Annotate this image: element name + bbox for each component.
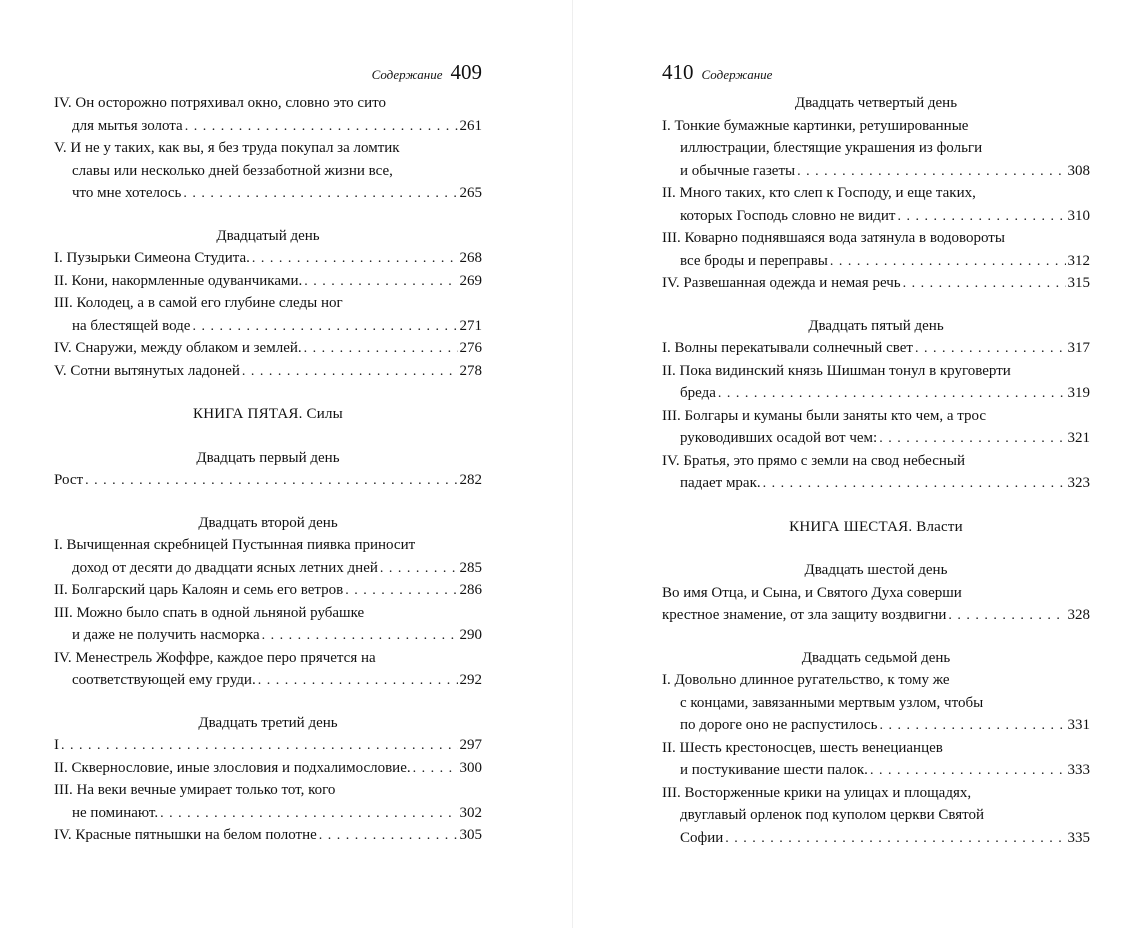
toc-entry bbox=[54, 624, 482, 647]
toc-text-line: IV. Менестрель Жоффре, каждое перо прячется на bbox=[54, 649, 376, 666]
toc-entry bbox=[54, 469, 482, 492]
toc-entry-title: соответствующей ему груди. bbox=[72, 672, 256, 688]
toc-page-number: 300 bbox=[459, 759, 482, 776]
day-heading: Двадцать третий день bbox=[198, 714, 338, 731]
toc-page-number: 328 bbox=[1067, 607, 1090, 623]
toc-page-number: 271 bbox=[459, 317, 482, 334]
toc-page-number: 292 bbox=[459, 672, 482, 688]
toc-text-line: IV. Братья, это прямо с земли на свод небесный bbox=[662, 452, 965, 469]
toc-text-line: II. Много таких, кто слеп к Господу, и еще таких, bbox=[662, 185, 976, 201]
page-gutter bbox=[572, 0, 573, 928]
toc-text-line: двуглавый орленок под куполом церкви Святой bbox=[680, 807, 985, 823]
toc-page-number: 317 bbox=[1067, 340, 1090, 356]
toc-entry bbox=[662, 382, 1090, 405]
spacer bbox=[662, 495, 1090, 516]
toc-text-line: III. Восторженные крики на улицах и площадях, bbox=[662, 784, 972, 801]
toc-page-number: 285 bbox=[459, 559, 482, 576]
day-heading: Двадцать первый день bbox=[196, 449, 340, 466]
day-heading: Двадцать седьмой день bbox=[801, 649, 951, 666]
toc-text-line: III. Колодец, а в самой его глубине следы ног bbox=[54, 295, 343, 311]
toc-entry-title: которых Господь словно не видит bbox=[680, 207, 896, 224]
dot-leader bbox=[183, 183, 457, 205]
toc-entry-title: на блестящей воде bbox=[72, 317, 191, 334]
toc-page-number: 302 bbox=[459, 804, 482, 821]
toc-page-number: 310 bbox=[1067, 207, 1090, 224]
toc-page-number: 290 bbox=[459, 627, 482, 643]
dot-leader bbox=[718, 383, 1066, 405]
page-number: 409 bbox=[450, 60, 482, 84]
dot-leader bbox=[897, 206, 1065, 228]
toc-entry bbox=[54, 579, 482, 602]
toc-entry bbox=[662, 160, 1090, 183]
toc-entry-title: IV. Развешанная одежда и немая речь bbox=[662, 275, 901, 291]
toc-text-line: II. Пока видинский князь Шишман тонул в круговерти bbox=[662, 362, 1011, 379]
right-running-head bbox=[662, 60, 1090, 92]
toc-page-number: 331 bbox=[1067, 717, 1090, 733]
dot-leader bbox=[252, 248, 458, 270]
toc-entry bbox=[54, 270, 482, 293]
toc-page-number: 286 bbox=[459, 582, 482, 598]
spacer bbox=[54, 426, 482, 447]
toc-entry-title: II. Болгарский царь Калоян и семь его ветров bbox=[54, 582, 344, 598]
dot-leader bbox=[948, 605, 1065, 627]
dot-leader bbox=[380, 558, 458, 580]
page-number: 410 bbox=[662, 60, 694, 84]
dot-leader bbox=[915, 338, 1066, 360]
dot-leader bbox=[319, 825, 458, 847]
spacer bbox=[662, 295, 1090, 315]
toc-entry-title: для мытья золота bbox=[72, 117, 183, 134]
toc-entry bbox=[662, 250, 1090, 273]
day-heading: Двадцать шестой день bbox=[804, 562, 948, 578]
toc-text-line: Во имя Отца, и Сына, и Святого Духа соверши bbox=[662, 584, 962, 601]
toc-text-line: I. Вычищенная скребницей Пустынная пиявка приносит bbox=[54, 537, 416, 553]
toc-entry-title: руководивших осадой вот чем: bbox=[680, 430, 878, 446]
toc-entry bbox=[54, 734, 482, 757]
dot-leader bbox=[345, 580, 457, 602]
toc-list-right bbox=[662, 92, 1090, 849]
toc-entry-title: II. Кони, накормленные одуванчиками. bbox=[54, 272, 303, 289]
spacer bbox=[54, 205, 482, 225]
spacer bbox=[662, 538, 1090, 559]
day-heading: Двадцать пятый день bbox=[808, 317, 944, 334]
toc-page-number: 315 bbox=[1067, 275, 1090, 291]
toc-entry-title: I. Волны перекатывали солнечный свет bbox=[662, 340, 913, 356]
spacer bbox=[54, 492, 482, 512]
dot-leader bbox=[870, 760, 1066, 782]
dot-leader bbox=[160, 803, 457, 825]
dot-leader bbox=[192, 316, 457, 338]
toc-entry-title: IV. Красные пятнышки на белом полотне bbox=[54, 827, 317, 843]
dot-leader bbox=[304, 271, 457, 293]
book-heading: КНИГА ШЕСТАЯ. Власти bbox=[789, 518, 963, 535]
toc-entry-title: не поминают. bbox=[72, 804, 159, 821]
toc-page-number: 297 bbox=[459, 737, 482, 753]
toc-entry-title: что мне хотелось bbox=[72, 185, 182, 201]
toc-entry-title: I bbox=[54, 737, 59, 753]
toc-entry-title: все броды и переправы bbox=[680, 252, 828, 269]
spacer bbox=[54, 382, 482, 403]
toc-entry bbox=[54, 757, 482, 780]
toc-text-line: с концами, завязанными мертвым узлом, чтобы bbox=[680, 694, 984, 711]
toc-page-number: 268 bbox=[459, 250, 482, 266]
dot-leader bbox=[304, 338, 458, 360]
dot-leader bbox=[725, 828, 1065, 850]
toc-entry bbox=[662, 604, 1090, 627]
toc-text-line: III. Коварно поднявшаяся вода затянула в водовороты bbox=[662, 230, 1005, 246]
dot-leader bbox=[903, 273, 1066, 295]
toc-text-line: IV. Он осторожно потряхивал окно, словно это сито bbox=[54, 95, 386, 111]
dot-leader bbox=[797, 161, 1065, 183]
toc-page-number: 276 bbox=[459, 340, 482, 356]
toc-page-number: 265 bbox=[459, 185, 482, 201]
toc-entry bbox=[54, 247, 482, 270]
running-title: Содержание bbox=[701, 67, 773, 82]
toc-text-line: III. На веки вечные умирает только тот, кого bbox=[54, 782, 336, 798]
toc-text-line: славы или несколько дней беззаботной жизни все, bbox=[72, 162, 393, 179]
toc-entry-title: падает мрак. bbox=[680, 475, 761, 491]
toc-entry-title: крестное знамение, от зла защиту воздвигни bbox=[662, 607, 947, 623]
toc-text-line: III. Можно было спать в одной льняной рубашке bbox=[54, 604, 365, 621]
toc-text-line: I. Тонкие бумажные картинки, ретушированные bbox=[662, 117, 969, 134]
toc-entry bbox=[54, 315, 482, 338]
spacer bbox=[54, 692, 482, 712]
toc-entry-title: и даже не получить насморка bbox=[72, 627, 260, 643]
toc-entry bbox=[662, 714, 1090, 737]
dot-leader bbox=[763, 473, 1066, 495]
toc-entry bbox=[54, 557, 482, 580]
toc-page-number: 278 bbox=[459, 362, 482, 379]
toc-entry bbox=[54, 824, 482, 847]
dot-leader bbox=[185, 116, 458, 138]
toc-entry-title: доход от десяти до двадцати ясных летних дней bbox=[72, 559, 378, 576]
dot-leader bbox=[413, 758, 458, 780]
toc-entry bbox=[662, 759, 1090, 782]
toc-entry bbox=[662, 272, 1090, 295]
dot-leader bbox=[242, 361, 458, 383]
dot-leader bbox=[830, 251, 1066, 273]
toc-entry bbox=[662, 205, 1090, 228]
toc-text-line: V. И не у таких, как вы, я без труда покупал за ломтик bbox=[54, 140, 400, 156]
toc-text-line: иллюстрации, блестящие украшения из фольги bbox=[680, 140, 983, 156]
toc-page-number: 269 bbox=[459, 272, 482, 289]
day-heading: Двадцатый день bbox=[216, 227, 320, 244]
toc-page-number: 261 bbox=[459, 117, 482, 134]
toc-page-number: 308 bbox=[1067, 162, 1090, 179]
toc-entry bbox=[54, 115, 482, 138]
toc-entry-title: по дороге оно не распустилось bbox=[680, 717, 878, 733]
toc-entry bbox=[54, 360, 482, 383]
toc-text-line: III. Болгары и куманы были заняты кто чем, а трос bbox=[662, 407, 987, 424]
toc-entry-title: Софии bbox=[680, 829, 724, 846]
day-heading: Двадцать четвертый день bbox=[794, 95, 958, 111]
toc-page-number: 305 bbox=[459, 827, 482, 843]
toc-entry bbox=[662, 472, 1090, 495]
toc-entry bbox=[54, 182, 482, 205]
spacer bbox=[662, 627, 1090, 647]
toc-list-left bbox=[54, 92, 482, 847]
day-heading: Двадцать второй день bbox=[198, 514, 338, 531]
dot-leader bbox=[879, 715, 1065, 737]
toc-entry bbox=[662, 427, 1090, 450]
toc-entry-title: и постукивание шести палок. bbox=[680, 762, 868, 778]
toc-entry-title: II. Сквернословие, иные злословия и подхалимословие. bbox=[54, 759, 411, 776]
running-title: Содержание bbox=[371, 67, 443, 82]
right-page bbox=[662, 60, 1090, 849]
toc-page-number: 335 bbox=[1067, 829, 1090, 846]
toc-entry-title: Рост bbox=[54, 472, 84, 488]
toc-page-number: 333 bbox=[1067, 762, 1090, 778]
toc-text-line: I. Довольно длинное ругательство, к тому же bbox=[662, 672, 950, 688]
toc-entry bbox=[54, 802, 482, 825]
toc-entry bbox=[662, 337, 1090, 360]
dot-leader bbox=[61, 735, 458, 757]
toc-entry bbox=[54, 337, 482, 360]
toc-text-line: II. Шесть крестоносцев, шесть венецианцев bbox=[662, 739, 943, 756]
left-running-head bbox=[54, 60, 482, 92]
book-heading: КНИГА ПЯТАЯ. Силы bbox=[193, 406, 343, 422]
toc-entry-title: IV. Снаружи, между облаком и землей. bbox=[54, 340, 302, 356]
toc-page-number: 321 bbox=[1067, 430, 1090, 446]
toc-entry-title: V. Сотни вытянутых ладоней bbox=[54, 362, 240, 379]
toc-entry bbox=[662, 827, 1090, 850]
dot-leader bbox=[85, 470, 457, 492]
dot-leader bbox=[258, 670, 458, 692]
toc-entry-title: бреда bbox=[680, 385, 716, 401]
left-page bbox=[54, 60, 482, 847]
toc-entry bbox=[54, 669, 482, 692]
toc-entry-title: и обычные газеты bbox=[680, 162, 796, 179]
toc-page-number: 312 bbox=[1067, 252, 1090, 269]
dot-leader bbox=[262, 625, 458, 647]
toc-entry-title: I. Пузырьки Симеона Студита. bbox=[54, 250, 250, 266]
toc-page-number: 282 bbox=[459, 472, 482, 488]
dot-leader bbox=[879, 428, 1065, 450]
toc-page-number: 319 bbox=[1067, 385, 1090, 401]
toc-page-number: 323 bbox=[1067, 475, 1090, 491]
